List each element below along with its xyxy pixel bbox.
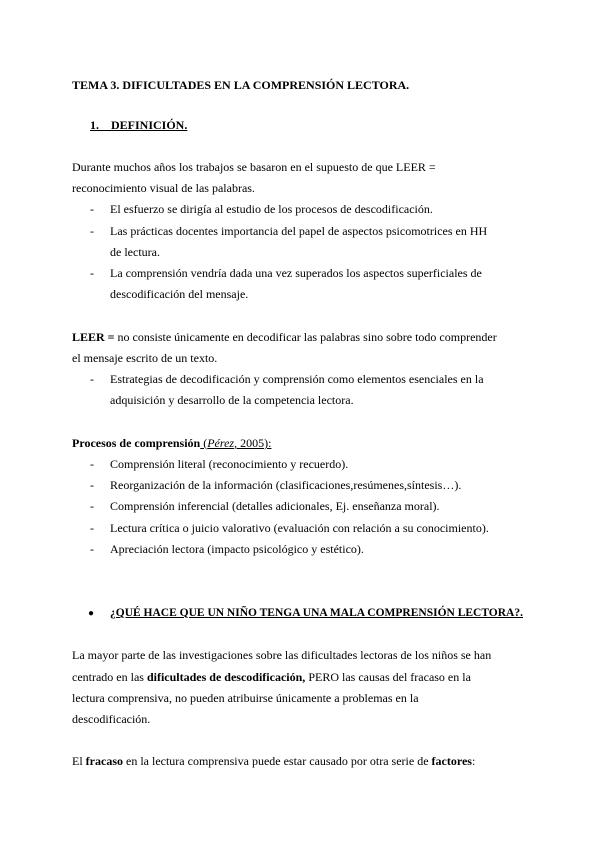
list-item: El esfuerzo se dirigía al estudio de los procesos de descodificación. — [110, 202, 433, 216]
list-item-continuation: descodificación del mensaje. — [110, 287, 249, 301]
intro-line-1: Durante muchos años los trabajos se basaron en el supuesto de que LEER = — [72, 160, 436, 174]
procesos-title: Procesos de comprensión — [72, 436, 201, 450]
list-item: La comprensión vendría dada una vez superados los aspectos superficiales de — [110, 266, 482, 280]
dash-bullet: - — [90, 521, 94, 535]
para2-line-1: La mayor parte de las investigaciones sobre las dificultades lectoras de los niños se han — [72, 648, 492, 662]
leer-line-1 — [72, 327, 497, 348]
para2-line-2: centrado en las dificultades de descodificación, PERO las causas del fracaso en la — [72, 670, 471, 684]
dash-bullet: - — [90, 202, 94, 216]
leer-definition: no consiste únicamente en decodificar las palabras sino sobre todo comprender — [114, 330, 497, 344]
emphasis: dificultades de descodificación, — [146, 670, 306, 684]
para2-line-3: lectura comprensiva, no pueden atribuirse únicamente a problemas en la — [72, 691, 419, 705]
dash-bullet: - — [90, 457, 94, 471]
para2-line-4: descodificación. — [72, 712, 151, 726]
leer-line-2: el mensaje escrito de un texto. — [72, 351, 218, 365]
dash-bullet: - — [90, 266, 94, 280]
leer-term: LEER = — [72, 330, 115, 344]
dash-bullet: - — [90, 224, 94, 238]
intro-line-2: reconocimiento visual de las palabras. — [72, 181, 255, 195]
list-item: Las prácticas docentes importancia del papel de aspectos psicomotrices en HH — [110, 224, 488, 238]
list-item: Estrategias de decodificación y comprensión como elementos esenciales en la — [110, 372, 484, 386]
list-item: Reorganización de la información (clasificaciones,resúmenes,síntesis…). — [110, 478, 462, 492]
list-item: Comprensión literal (reconocimiento y recuerdo). — [110, 457, 349, 471]
document-title: TEMA 3. DIFICULTADES EN LA COMPRENSIÓN LECTORA. — [72, 78, 410, 92]
list-item: Apreciación lectora (impacto psicológico y estético). — [110, 542, 364, 556]
list-item-continuation: de lectura. — [110, 245, 160, 259]
section-heading — [90, 115, 187, 136]
dash-bullet: - — [90, 478, 94, 492]
citation-author: Pérez — [207, 436, 235, 450]
list-item: Lectura crítica o juicio valorativo (evaluación con relación a su conocimiento). — [110, 521, 489, 535]
section-number: 1. — [90, 118, 99, 132]
section-title: DEFINICIÓN. — [111, 118, 188, 132]
question-heading: ¿QUÉ HACE QUE UN NIÑO TENGA UNA MALA COMPRENSIÓN LECTORA?. — [110, 607, 523, 619]
emphasis: fracaso — [85, 754, 123, 768]
list-item-continuation: adquisición y desarrollo de la competencia lectora. — [110, 393, 354, 407]
dash-bullet: - — [90, 372, 94, 386]
bullet-icon: ● — [88, 608, 95, 619]
procesos-heading — [72, 433, 271, 454]
dash-bullet: - — [90, 499, 94, 513]
list-item: Comprensión inferencial (detalles adicionales, Ej. enseñanza moral). — [110, 499, 440, 513]
para3-line: El fracaso en la lectura comprensiva puede estar causado por otra serie de factores: — [72, 754, 476, 768]
citation: (Pérez, 2005): — [200, 436, 272, 450]
emphasis: factores — [431, 754, 472, 768]
dash-bullet: - — [90, 542, 94, 556]
